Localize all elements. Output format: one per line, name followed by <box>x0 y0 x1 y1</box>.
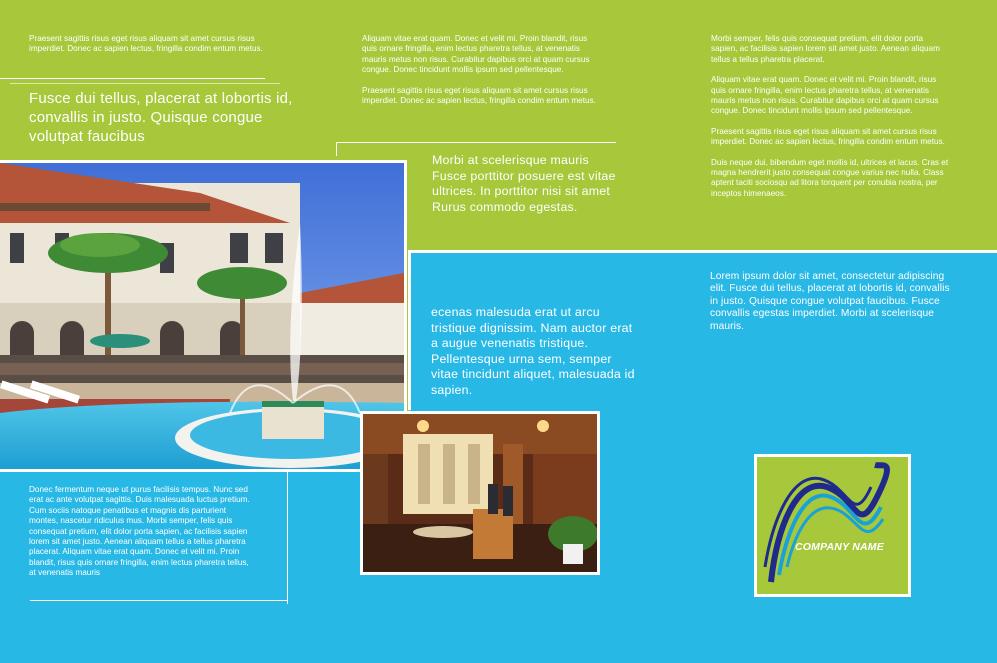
col3-text <box>711 34 951 199</box>
divider-line <box>0 78 265 79</box>
col2-paragraph: Praesent sagittis risus eget risus aliquam sit amet cursus risus imperdiet. Donec ac sapien lectus, fringilla condim entum metus. <box>362 85 596 106</box>
divider-line <box>336 142 337 156</box>
callout-text: Morbi at scelerisque mauris Fusce porttitor posuere est vitae ultrices. In porttitor nisi sit amet Rurus commodo egestas. <box>432 153 616 214</box>
body-text: Donec fermentum neque ut purus facilisis tempus. Nunc sed erat ac ante volutpat sagittis. Duis malesuada luctus pretium. Cum sociis natoque penatibus et magnis dis parturient montes, nascetur ridiculus mus. Morbi semper, felis quis consequat pretium, elit dolor porta sapien, ac facilisis sapien lorem sit amet justo. Aenean aliquam tellus a tellus pharetra placerat. Aliquam vitae erat quam. Donec et velit mi. Proin blandit, risus quis ornare fringilla, enim lectus pharetra tellus, at venenatis mauris <box>29 485 250 578</box>
col3-body-text: Lorem ipsum dolor sit amet, consectetur adipiscing elit. Fusce dui tellus, placerat at lobortis id, convallis in justo. Quisque congue volutpat faucibus. Fusce convallis egestas imperdiet. Morbi at scelerisque mauris. <box>710 271 950 332</box>
wave-logo-icon <box>757 457 908 594</box>
restaurant-photo <box>360 411 600 575</box>
divider-line <box>30 600 288 601</box>
divider-line <box>287 470 288 604</box>
col3-paragraph: Aliquam vitae erat quam. Donec et velit mi. Proin blandit, risus quis ornare fringilla, enim lectus pharetra tellus, at venenatis mauris metus non risus. Curabitur dapibus orci at quam cursus congue. Donec tincidunt mollis ipsum sed pellentesque. <box>711 75 939 116</box>
divider-line <box>408 250 411 410</box>
resort-pool-photo <box>0 160 407 472</box>
divider-line <box>410 250 997 253</box>
col3-paragraph: Praesent sagittis risus eget risus aliquam sit amet cursus risus imperdiet. Donec ac sapien lectus, fringilla condim entum metus. <box>711 126 945 147</box>
divider-line <box>10 83 280 84</box>
col3-paragraph: Morbi semper, felis quis consequat pretium, elit dolor porta sapien, ac facilisis sapien lorem sit amet justo. Aenean aliquam tellus a tellus pharetra placerat. <box>711 34 940 64</box>
col3-paragraph: Duis neque dui, bibendum eget mollis id, ultrices et lacus. Cras et magna hendrerit justo consequat congue varius nec nulla. Class aptent taciti sociosqu ad litora torquent per conubia nostra, per inceptos himenaeos. <box>711 157 949 198</box>
intro-text: Praesent sagittis risus eget risus aliquam sit amet cursus risus imperdiet. Donec ac sapien lectus, fringilla condim entum metus. <box>29 34 263 54</box>
company-name: COMPANY NAME <box>795 541 884 553</box>
middle-body-text: ecenas malesuda erat ut arcu tristique dignissim. Nam auctor erat a augue venenatis tristique. Pellentesque urna sem, semper vitae tincidunt aliquet, malesuada id sapien. <box>431 305 635 397</box>
divider-line <box>336 142 616 143</box>
col2-paragraph: Aliquam vitae erat quam. Donec et velit mi. Proin blandit, risus quis ornare fringilla, enim lectus pharetra tellus, at venenatis mauris metus non risus. Curabitur dapibus orci at quam cursus congue. Donec tincidunt mollis ipsum sed pellentesque. <box>362 34 590 75</box>
company-logo <box>754 454 911 597</box>
col2-text <box>362 34 604 106</box>
headline: Fusce dui tellus, placerat at lobortis id, convallis in justo. Quisque congue volutpat faucibus <box>29 90 293 145</box>
